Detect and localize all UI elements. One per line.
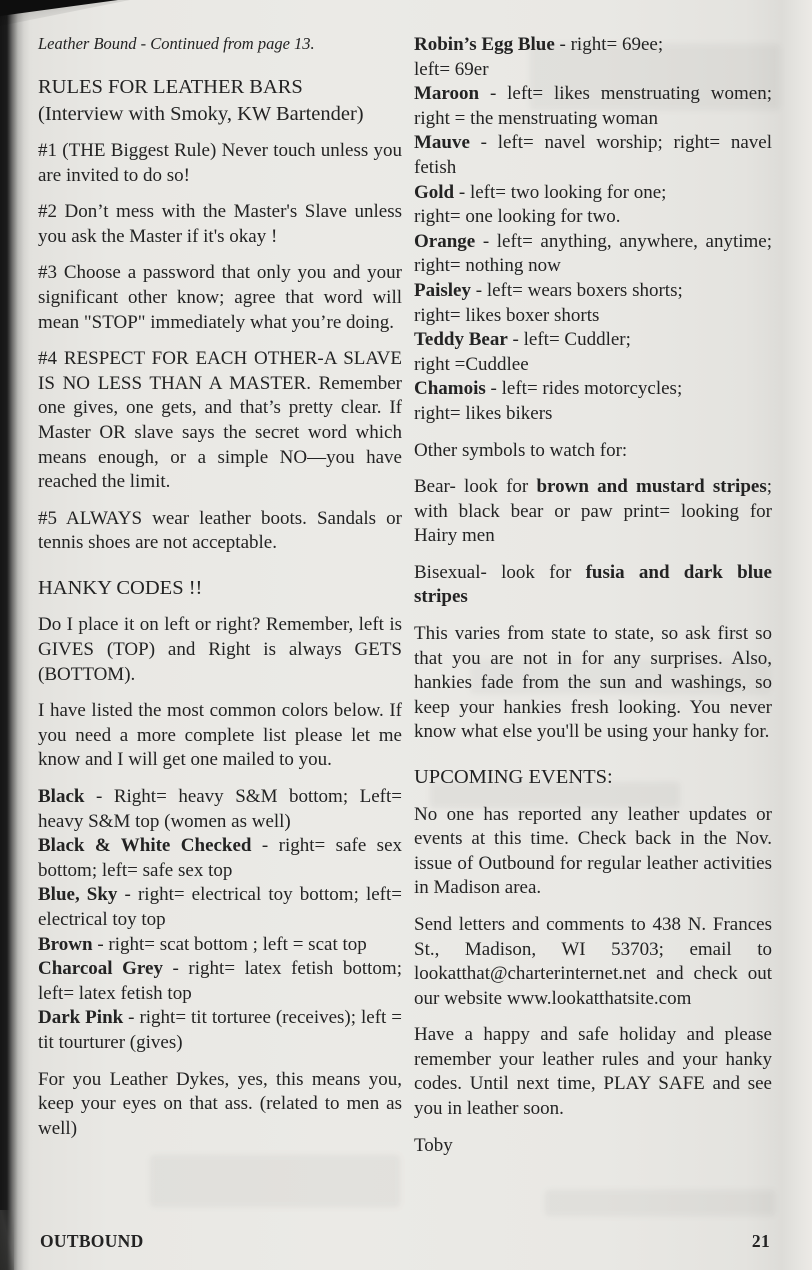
bold-text-run: Paisley: [414, 279, 471, 301]
rule-4: [38, 347, 402, 495]
color-entry-black-white-checked: [38, 834, 402, 883]
bold-text-run: Brown: [38, 933, 93, 955]
scan-edge-shadow-bottom: [0, 1210, 14, 1270]
text-run: - left= two looking for one;: [454, 181, 667, 203]
color-entry-paisley: [414, 279, 772, 328]
text-run: - right= latex fetish bottom; left= latex fetish top: [38, 958, 402, 1004]
text-run: Send letters and comments to 438 N. Frances St., Madison, WI 53703; email to lookatthat@charterinternet.net and check out our website www.lookatthatsite.com: [414, 913, 772, 1009]
rule-2: [38, 200, 402, 249]
text-run: #5 ALWAYS wear leather boots. Sandals or tennis shoes are not acceptable.: [38, 507, 402, 554]
text-run: Have a happy and safe holiday and please remember your leather rules and your hanky codes. Until next time, PLAY SAFE and see you in leather soon.: [414, 1024, 772, 1120]
contact-para: [414, 913, 772, 1011]
bold-text-run: Maroon: [414, 83, 480, 105]
text-run: #2 Don’t mess with the Master's Slave unless you ask the Master if it's okay !: [38, 201, 402, 247]
print-bleed-artifact: [545, 1190, 775, 1216]
text-run: right =Cuddlee: [414, 353, 529, 375]
bold-text-run: Robin’s Egg Blue: [414, 34, 555, 55]
symbol-bear-para: [414, 475, 772, 549]
text-run: - left= wears boxers shorts;: [471, 279, 683, 301]
text-run: - left= navel worship; right= navel fetish: [414, 132, 772, 178]
text-run: right= one looking for two.: [414, 206, 621, 228]
text-run: - left= anything, anywhere, anytime; right= nothing now: [414, 230, 772, 277]
rule-5: [38, 507, 402, 556]
text-run: #3 Choose a password that only you and your significant other know; agree that word will mean "STOP" immediately what you’re doing.: [38, 262, 402, 333]
text-run: #1 (THE Biggest Rule) Never touch unless you are invited to do so!: [38, 140, 402, 186]
text-run: - left= Cuddler;: [507, 329, 631, 351]
color-entry-gold: [414, 181, 772, 230]
color-entry-charcoal-grey: [38, 957, 402, 1006]
color-entry-maroon: [414, 82, 772, 131]
left-column: [38, 33, 402, 1153]
color-entry-chamois: [414, 377, 772, 426]
bold-text-run: Teddy Bear: [414, 329, 508, 351]
color-entry-blue-sky: [38, 883, 402, 932]
text-run: Leather Bound - Continued from page 13.: [38, 34, 315, 53]
text-run: right= likes boxer shorts: [414, 304, 600, 326]
magazine-name: OUTBOUND: [40, 1231, 144, 1251]
color-entry-brown: [38, 933, 402, 958]
rule-3: [38, 261, 402, 335]
text-run: Do I place it on left or right? Remember, left is GIVES (TOP) and Right is always GETS (BOTTOM).: [38, 614, 402, 685]
text-run: - right= tit torturee (receives); left = tit tourturer (gives): [38, 1007, 402, 1053]
text-run: left= 69er: [414, 58, 489, 80]
right-column: [414, 33, 772, 1170]
color-entry-orange: [414, 230, 772, 279]
bold-text-run: Mauve: [414, 132, 470, 154]
bold-text-run: brown and mustard stripes: [536, 476, 767, 498]
text-run: Bisexual- look for: [414, 561, 586, 583]
text-run: - left= likes menstruating women; right = the menstruating woman: [414, 83, 772, 129]
text-run: - right= electrical toy bottom; left= electrical toy top: [38, 884, 402, 930]
page-footer: [40, 1231, 770, 1252]
bold-text-run: fusia and dark blue stripes: [414, 561, 772, 608]
bold-text-run: Blue, Sky: [38, 884, 118, 906]
print-bleed-artifact: [150, 1155, 400, 1207]
text-run: I have listed the most common colors below. If you need a more complete list please let me know and I will get one mailed to you.: [38, 700, 402, 771]
text-run: Bear- look for: [414, 476, 537, 498]
rules-heading: [38, 74, 402, 127]
text-run: Other symbols to watch for:: [414, 439, 628, 461]
bold-text-run: Orange: [414, 230, 476, 252]
hanky-left-right-para: [38, 613, 402, 687]
bold-text-run: Black: [38, 785, 85, 807]
no-events-para: [414, 803, 772, 901]
signature: [414, 1134, 772, 1159]
text-run: For you Leather Dykes, yes, this means you, keep your eyes on that ass. (related to men as well): [38, 1068, 402, 1139]
text-run: #4 RESPECT FOR EACH OTHER-A SLAVE IS NO LESS THAN A MASTER. Remember one gives, one gets, and that’s pretty clear. If Master OR slave says the secret word which means enough, or a simple NO—you have reached the limit.: [38, 348, 402, 493]
bold-text-run: Chamois: [414, 378, 486, 400]
text-run: HANKY CODES !!: [38, 576, 203, 599]
hanky-list-intro-para: [38, 699, 402, 773]
text-run: ; with black bear or paw print= looking for Hairy men: [414, 476, 772, 547]
text-run: - Right= heavy S&M bottom; Left= heavy S&M top (women as well): [38, 785, 402, 832]
color-entry-robins-egg-blue: [414, 33, 772, 82]
upcoming-events-heading: [414, 764, 772, 791]
text-run: right= likes bikers: [414, 402, 553, 424]
text-run: Toby: [414, 1134, 453, 1156]
text-run: No one has reported any leather updates or events at this time. Check back in the Nov. issue of Outbound for regular leather activities in Madison area.: [414, 803, 772, 899]
scan-edge-shadow: [0, 0, 30, 1270]
continued-note: [38, 33, 402, 55]
text-run: - left= rides motorcycles;: [485, 378, 683, 400]
rule-1: [38, 139, 402, 188]
text-run: RULES FOR LEATHER BARS: [38, 76, 303, 98]
varies-by-state-para: [414, 622, 772, 745]
leather-dykes-para: [38, 1068, 402, 1142]
text-run: This varies from state to state, so ask first so that you are not in for any surprises. Also, hankies fade from the sun and washings, so keep your hankies fresh looking. You never know what else you'll be using your hanky for.: [414, 623, 772, 743]
bold-text-run: Black & White Checked: [38, 835, 252, 857]
text-run: - right= scat bottom ; left = scat top: [92, 933, 367, 955]
color-entry-teddy-bear: [414, 328, 772, 377]
closing-para: [414, 1023, 772, 1121]
color-entry-black: [38, 785, 402, 834]
symbol-bisexual-para: [414, 561, 772, 610]
text-run: - right= 69ee;: [554, 34, 664, 55]
text-run: UPCOMING EVENTS:: [414, 766, 613, 789]
hanky-codes-heading: [38, 575, 402, 602]
bold-text-run: Dark Pink: [38, 1007, 124, 1029]
page-number: 21: [751, 1231, 770, 1251]
bold-text-run: Gold: [414, 181, 455, 203]
color-entry-dark-pink: [38, 1006, 402, 1055]
color-entry-mauve: [414, 131, 772, 180]
text-run: - right= safe sex bottom; left= safe sex top: [38, 835, 403, 881]
text-run: (Interview with Smoky, KW Bartender): [38, 102, 364, 125]
other-symbols-intro: [414, 439, 772, 464]
bold-text-run: Charcoal Grey: [38, 958, 163, 980]
